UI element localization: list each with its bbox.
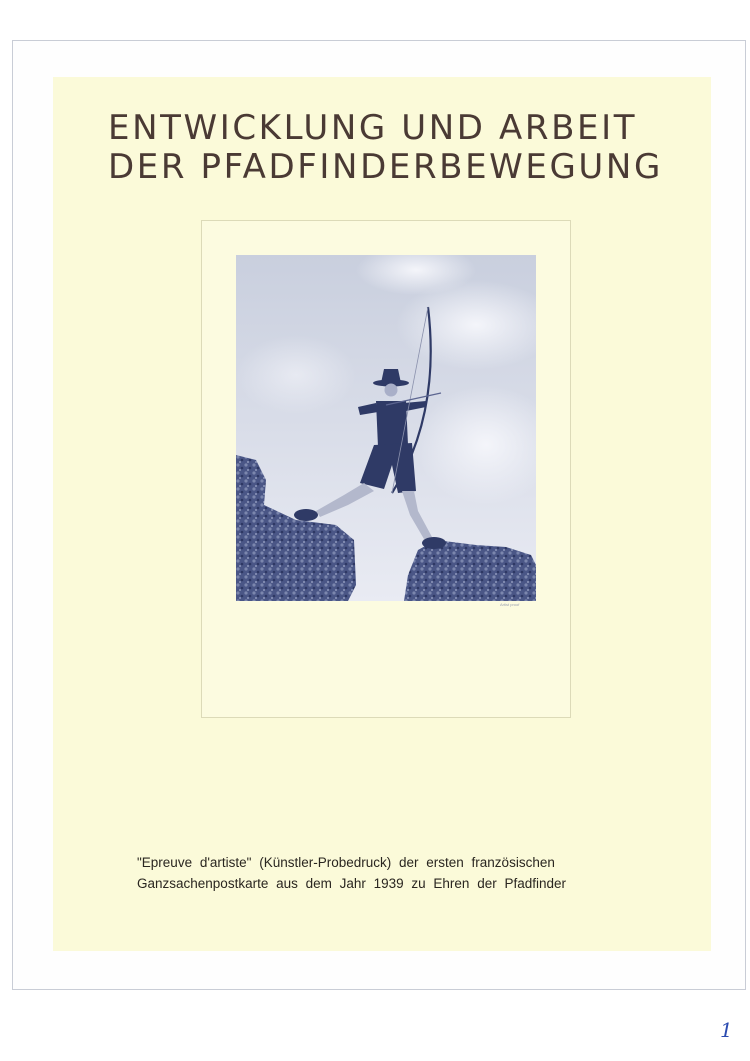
scout-archer-photo	[236, 255, 536, 601]
title-line-1: ENTWICKLUNG UND ARBEIT	[108, 108, 638, 148]
proof-mount	[201, 220, 571, 718]
caption-line-1: "Epreuve d'artiste" (Künstler-Probedruck) der ersten französischen	[137, 855, 555, 870]
caption-line-2: Ganzsachenpostkarte aus dem Jahr 1939 zu Ehren der Pfadfinder	[137, 876, 566, 891]
scout-archer-illustration	[236, 255, 536, 601]
page-number: 1	[720, 1018, 733, 1042]
photo-imprint: Artist proof	[500, 602, 520, 607]
page-title	[108, 109, 688, 187]
caption	[137, 852, 637, 894]
exhibit-sheet	[53, 77, 711, 951]
title-line-2: DER PFADFINDERBEWEGUNG	[108, 147, 663, 187]
